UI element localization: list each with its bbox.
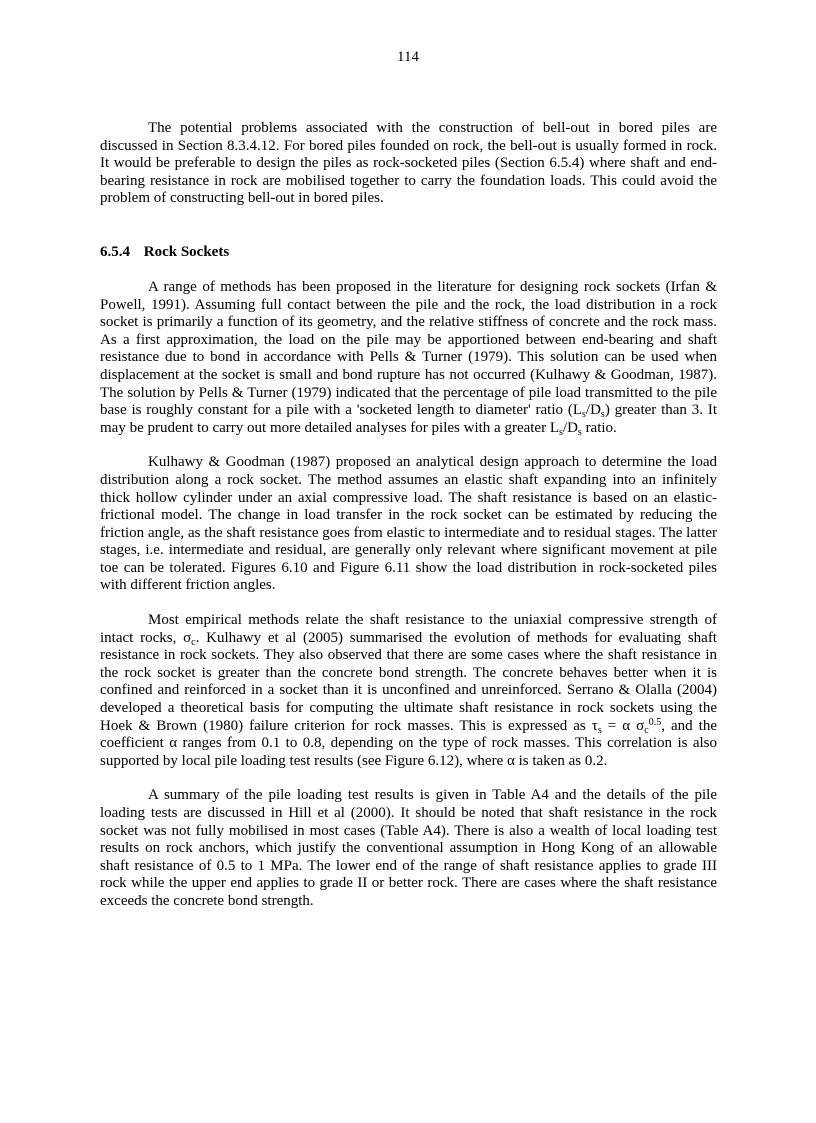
text-run: = α σ: [601, 717, 645, 734]
subscript: s: [600, 409, 605, 421]
subscript: c: [191, 636, 196, 648]
text-run: Most empirical methods relate the shaft resistance to the uniaxial compressive strength of intact rocks, σ: [100, 612, 717, 646]
subscript: s: [577, 426, 582, 438]
document-body: [100, 120, 717, 911]
subscript: c: [644, 724, 649, 736]
text-run: , and the coefficient α ranges from 0.1 to 0.8, depending on the type of rock masses. This correlation is also supported by local pile loading test results (see Figure 6.12), where α is taken as 0.2.: [100, 717, 718, 769]
subscript: s: [597, 724, 602, 736]
paragraph-intro: The potential problems associated with the construction of bell-out in bored piles are discussed in Section 8.3.4.12. For bored piles founded on rock, the bell-out is usually formed in rock. It would be preferable to design the piles as rock-socketed piles (Section 6.5.4) where shaft and end-bearing resistance in rock are mobilised together to carry the foundation loads. This could avoid the problem of constructing bell-out in bored piles.: [100, 120, 717, 207]
subscript: s: [582, 409, 586, 421]
text-run: ) greater than 3. It may be prudent to carry out more detailed analyses for piles with a greater L: [100, 402, 717, 436]
section-number: 6.5.4: [100, 243, 130, 260]
page-number: 114: [397, 49, 419, 65]
section-heading: [100, 243, 717, 261]
paragraph-rock-socket-methods: [100, 279, 717, 437]
text-run: /D: [562, 419, 578, 436]
paragraph-empirical-methods: [100, 612, 717, 770]
text-run: A range of methods has been proposed in the literature for designing rock sockets (Irfan & Powell, 1991). Assuming full contact between the pile and the rock, the load distribution in a rock socket is primarily a function of its geometry, and the relative stiffness of concrete and the rock mass. As a first approximation, the load on the pile may be apportioned between end-bearing and shaft resistance due to bond in accordance with Pells & Turner (1979). This solution can be used when displacement at the socket is small and bond rupture has not occurred (Kulhawy & Goodman, 1987). The solution by Pells & Turner (1979) indicated that the percentage of pile load transmitted to the pile base is roughly constant for a pile with a 'socketed length to diameter' ratio (L: [100, 278, 717, 419]
superscript: 0.5: [648, 716, 662, 728]
text-run: ratio.: [581, 419, 617, 436]
subscript: s: [559, 426, 563, 438]
text-run: . Kulhawy et al (2005) summarised the evolution of methods for evaluating shaft resistance in rock sockets. They also observed that there are some cases where the shaft resistance in the rock socket is greater than the concrete bond strength. The concrete behaves better when it is confined and reinforced in a socket than it is unconfined and unreinforced. Serrano & Olalla (2004) developed a theoretical basis for computing the ultimate shaft resistance in rock sockets using the Hoek & Brown (1980) failure criterion for rock masses. This is expressed as τ: [100, 629, 717, 734]
text-run: /D: [585, 402, 601, 419]
section-title: Rock Sockets: [143, 243, 230, 260]
paragraph-kulhawy-goodman: Kulhawy & Goodman (1987) proposed an analytical design approach to determine the load distribution along a rock socket. The method assumes an elastic shaft expanding into an infinitely thick hollow cylinder under an axial compressive load. The shaft resistance is based on an elastic-frictional model. The change in load transfer in the rock socket can be estimated by reducing the friction angle, as the shaft resistance goes from elastic to intermediate and to residual stages. The latter stages, i.e. intermediate and residual, are generally only relevant where significant movement at pile toe can be tolerated. Figures 6.10 and Figure 6.11 show the load distribution in rock-socketed piles with different friction angles.: [100, 454, 717, 594]
paragraph-loading-tests-summary: A summary of the pile loading test results is given in Table A4 and the details of the pile loading tests are discussed in Hill et al (2000). It should be noted that shaft resistance in the rock socket was not fully mobilised in most cases (Table A4). There is also a wealth of local loading test results on rock anchors, which justify the conventional assumption in Hong Kong of an allowable shaft resistance of 0.5 to 1 MPa. The lower end of the range of shaft resistance applies to grade III rock while the upper end applies to grade II or better rock. There are cases where the shaft resistance exceeds the concrete bond strength.: [100, 787, 717, 909]
